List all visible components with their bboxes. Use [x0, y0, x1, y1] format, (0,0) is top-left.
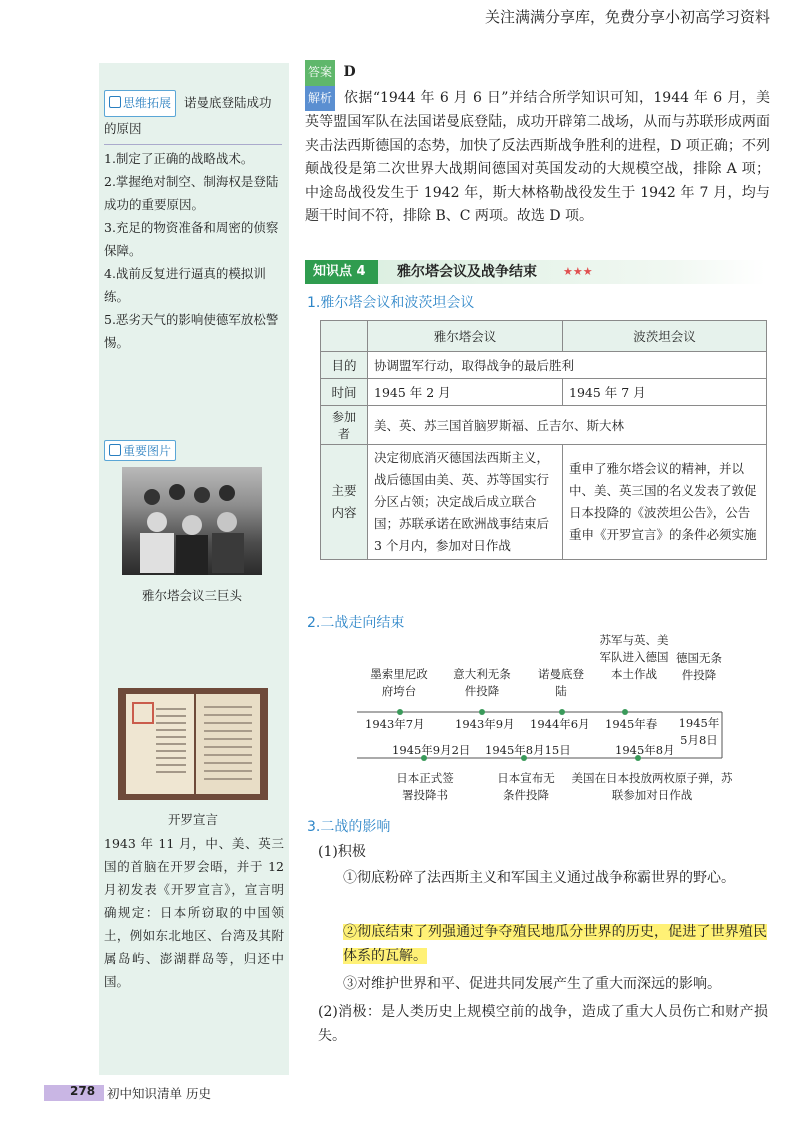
conference-table [320, 320, 767, 560]
book-title: 初中知识清单 历史 [107, 1086, 211, 1101]
highlighted-text: ②彻底结束了列强通过争夺殖民地瓜分世界的历史，促进了世界殖民体系的瓦解。 [343, 924, 767, 964]
page-number: 278 [70, 1084, 96, 1098]
timeline-date-top-2: 1943年9月 [455, 717, 515, 731]
cairo-photo-caption: 开罗宣言 [167, 812, 218, 827]
document-text-lines [156, 708, 186, 778]
cell-content-yalta: 决定彻底消灭德国法西斯主义，战后德国由美、英、苏等国实行分区占领；决定战后成立联合国；苏联承诺在欧洲战事结束后 3 个月内，参加对日作战 [368, 445, 563, 560]
timeline-date-bottom-2: 1945年8月15日 [485, 743, 571, 757]
table-row [321, 352, 767, 379]
timeline-event-top-4: 苏军与英、美军队进入德国本土作战 [599, 633, 669, 681]
timeline-date-top-5: 1945年5月8日 [678, 716, 720, 747]
explanation [305, 86, 770, 229]
cairo-photo [118, 688, 268, 800]
knowledge-title: 雅尔塔会议及战争结束 [397, 264, 537, 280]
answer-block [305, 60, 770, 229]
table-corner [321, 321, 368, 352]
header-note: 关注满满分享库，免费分享小初高学习资料 [484, 8, 770, 26]
seal-stamp [132, 702, 154, 724]
impact-positive-2 [343, 920, 767, 968]
image-icon [109, 444, 121, 456]
explain-text: 依据“1944 年 6 月 6 日”并结合所学知识可知，1944 年 6 月，美英等盟国军队在法国诺曼底登陆，成功开辟第二战场，从而与苏联形成两面夹击法西斯德国的态势，加快了反法西斯战争胜利的进程，D 项正确；不列颠战役是第二次世界大战期间德国对英国发动的大规模空战，排除 A 项；中途岛战役发生于 1942 年，斯大林格勒战役发生于 1942 年 7 月，均与题干时间不符，排除 B、C 两项。故选 D 项。 [305, 89, 770, 224]
divider [104, 144, 282, 145]
timeline-date-bottom-3: 1945年8月 [615, 743, 675, 757]
impact-positive-3: ③对维护世界和平、促进共同发展产生了重大而深远的影响。 [343, 976, 721, 992]
reason-2: 2.掌握绝对制空、制海权是登陆成功的重要原因。 [104, 174, 279, 212]
section-1-title: 1.雅尔塔会议和波茨坦会议 [307, 295, 475, 311]
row-head-purpose: 目的 [321, 352, 368, 379]
timeline-event-top-3: 诺曼底登陆 [538, 667, 584, 698]
timeline-event-top-1: 墨索里尼政府垮台 [370, 667, 428, 698]
cell-time-potsdam: 1945 年 7 月 [563, 379, 767, 406]
thinking-box [104, 90, 282, 354]
timeline-event-bottom-1: 日本正式签署投降书 [396, 771, 454, 802]
timeline-date-bottom-1: 1945年9月2日 [392, 743, 471, 757]
yalta-photo-caption: 雅尔塔会议三巨头 [141, 588, 242, 603]
row-head-participants: 参加者 [321, 406, 368, 445]
yalta-photo [122, 467, 262, 575]
impact-positive-1: ①彻底粉碎了法西斯主义和军国主义通过战争称霸世界的野心。 [343, 870, 735, 886]
reason-1: 1.制定了正确的战略战术。 [104, 151, 254, 166]
answer-tag: 答案 [305, 60, 335, 86]
thinking-title-a: 诺曼底登陆成功 [184, 95, 272, 110]
timeline-date-top-1: 1943年7月 [365, 717, 425, 731]
thinking-title-b: 的原因 [104, 121, 142, 136]
image-icon [109, 96, 121, 108]
reason-5: 5.恶劣天气的影响使德军放松警惕。 [104, 312, 279, 350]
table-row [321, 445, 767, 560]
document-page-right [196, 694, 260, 794]
row-head-content: 主要内容 [321, 445, 368, 560]
timeline-event-bottom-2: 日本宣布无条件投降 [497, 771, 555, 802]
row-head-time: 时间 [321, 379, 368, 406]
impact-positive-label: (1)积极 [318, 844, 366, 860]
explain-tag: 解析 [305, 86, 335, 112]
cell-participants: 美、英、苏三国首脑罗斯福、丘吉尔、斯大林 [368, 406, 767, 445]
cell-time-yalta: 1945 年 2 月 [368, 379, 563, 406]
table-header-yalta: 雅尔塔会议 [368, 321, 563, 352]
answer-value: D [343, 64, 356, 80]
knowledge-banner [305, 260, 765, 284]
cell-purpose: 协调盟军行动，取得战争的最后胜利 [368, 352, 767, 379]
table-row [321, 379, 767, 406]
timeline-date-top-4: 1945年春 [605, 717, 658, 731]
impact-negative: (2)消极：是人类历史上规模空前的战争，造成了重大人员伤亡和财产损失。 [318, 1004, 768, 1044]
table-header-potsdam: 波茨坦会议 [563, 321, 767, 352]
cairo-text: 1943 年 11 月，中、美、英三国的首脑在开罗会晤，并于 12 月初发表《开罗宣言》，宣言明确规定：日本所窃取的中国领土，例如东北地区、台湾及其附属岛屿、澎湖群岛等，归还中国。 [104, 836, 284, 989]
timeline-axis [352, 700, 732, 770]
thinking-tag: 思维拓展 [104, 90, 176, 117]
yalta-photo-figures [122, 467, 262, 575]
document-text-lines [204, 706, 252, 782]
table-row [321, 406, 767, 445]
knowledge-tag: 知识点 4 [305, 260, 378, 284]
cell-content-potsdam: 重申了雅尔塔会议的精神，并以中、美、英三国的名义发表了敦促日本投降的《波茨坦公告》，公告重申《开罗宣言》的条件必须实施 [563, 445, 767, 560]
reason-3: 3.充足的物资准备和周密的侦察保障。 [104, 220, 279, 258]
timeline-event-top-5: 德国无条件投降 [676, 651, 722, 682]
star-icon: ★★★ [563, 265, 593, 278]
section-3-title: 3.二战的影响 [307, 819, 391, 835]
timeline-event-top-2: 意大利无条件投降 [453, 667, 511, 698]
table-row [321, 321, 767, 352]
reason-4: 4.战前反复进行逼真的模拟训练。 [104, 266, 266, 304]
section-2-title: 2.二战走向结束 [307, 615, 405, 631]
timeline-date-top-3: 1944年6月 [530, 717, 590, 731]
timeline-event-bottom-3: 美国在日本投放两枚原子弹，苏联参加对日作战 [571, 771, 733, 802]
image-tag: 重要图片 [104, 440, 176, 461]
image-tag-wrap [104, 440, 176, 461]
document-page-left [126, 694, 194, 794]
